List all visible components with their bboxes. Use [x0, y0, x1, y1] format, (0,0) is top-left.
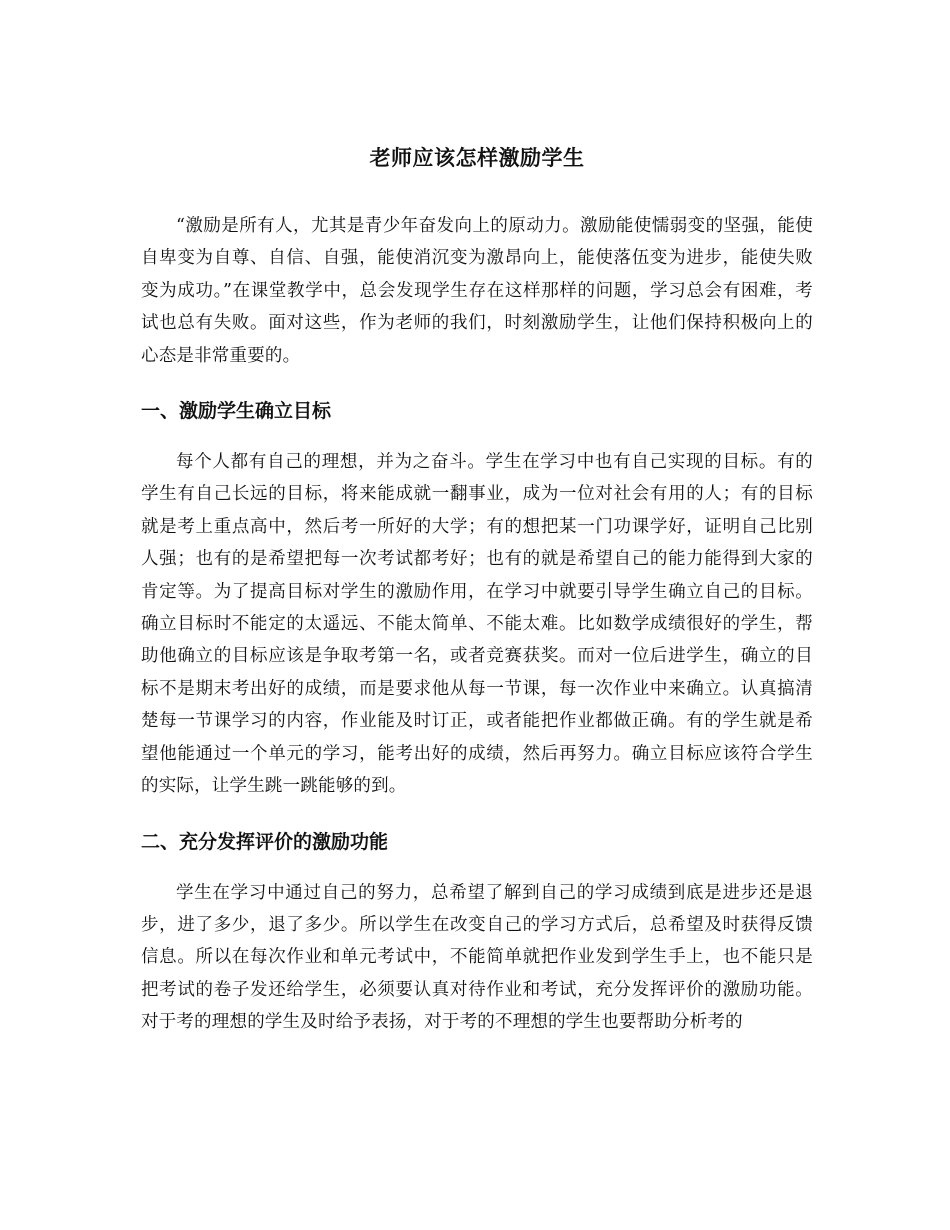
section-heading-goals: 一、激励学生确立目标	[141, 400, 332, 423]
section-heading-evaluation: 二、充分发挥评价的激励功能	[141, 830, 389, 853]
section-paragraph-evaluation: 学生在学习中通过自己的努力，总希望了解到自己的学习成绩到底是进步还是退步，进了多少，退了多少。所以学生在改变自己的学习方式后，总希望及时获得反馈信息。所以在每次作业和单元考试中，不能简单就把作业发到学生手上，也不能只是把考试的卷子发还给学生，必须要认真对待作业和考试，充分发挥评价的激励功能。对于考的理想的学生及时给予表扬，对于考的不理想的学生也要帮助分析考的	[141, 882, 813, 1033]
document-title: 老师应该怎样激励学生	[369, 146, 585, 170]
document-page	[141, 140, 813, 1039]
intro-paragraph: “激励是所有人，尤其是青少年奋发向上的原动力。激励能使懦弱变的坚强，能使自卑变为自尊、自信、自强，能使消沉变为激昂向上，能使落伍变为进步，能使失败变为成功。”在课堂教学中，总会发现学生存在这样那样的问题，学习总会有困难，考试也总有失败。面对这些，作为老师的我们，时刻激励学生，让他们保持积极向上的心态是非常重要的。	[141, 216, 813, 366]
section-paragraph-goals: 每个人都有自己的理想，并为之奋斗。学生在学习中也有自己实现的目标。有的学生有自己长远的目标，将来能成就一翻事业，成为一位对社会有用的人；有的目标就是考上重点高中，然后考一所好的大学；有的想把某一门功课学好，证明自己比别人强；也有的是希望把每一次考试都考好；也有的就是希望自己的能力能得到大家的肯定等。为了提高目标对学生的激励作用，在学习中就要引导学生确立自己的目标。确立目标时不能定的太遥远、不能太简单、不能太难。比如数学成绩很好的学生，帮助他确立的目标应该是争取考第一名，或者竞赛获奖。而对一位后进学生，确立的目标不是期末考出好的成绩，而是要求他从每一节课，每一次作业中来确立。认真搞清楚每一节课学习的内容，作业能及时订正，或者能把作业都做正确。有的学生就是希望他能通过一个单元的学习，能考出好的成绩，然后再努力。确立目标应该符合学生的实际，让学生跳一跳能够的到。	[141, 452, 813, 797]
